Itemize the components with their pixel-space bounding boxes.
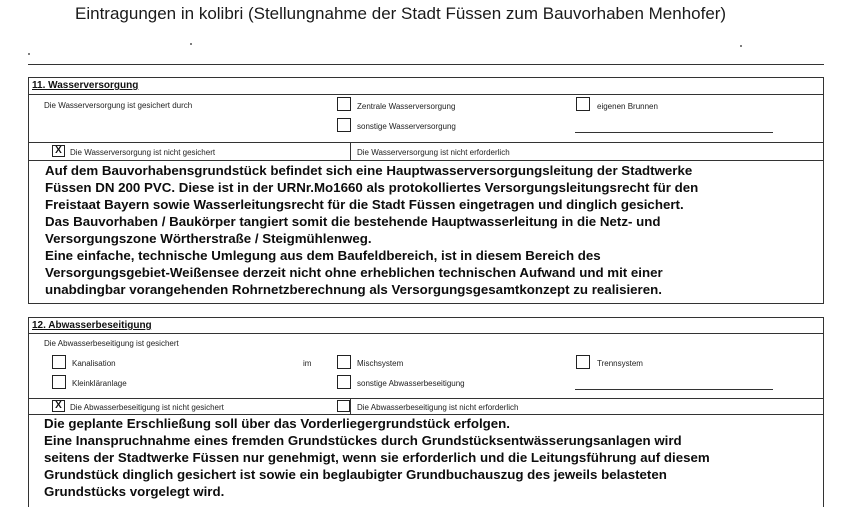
label-other-wastewater: sonstige Abwasserbeseitigung (357, 379, 465, 388)
checkbox-wastewater-not-secured[interactable]: X (52, 400, 65, 412)
label-mixed-system: Mischsystem (357, 359, 404, 368)
section-border-right (823, 317, 824, 507)
comment-line: Auf dem Bauvorhabensgrundstück befindet sich eine Hauptwasserversorgungsleitung der Stadtwerke (45, 163, 693, 178)
checkbox-central-water[interactable] (337, 97, 351, 111)
label-water-not-required: Die Wasserversorgung ist nicht erforderlich (357, 148, 510, 157)
section-border-left (28, 317, 29, 507)
wastewater-comment (44, 415, 710, 500)
comment-line: Eine einfache, technische Umlegung aus dem Baufeldbereich, ist in diesem Bereich des (45, 248, 601, 263)
checkbox-water-not-secured[interactable]: X (52, 145, 65, 157)
label-sewer: Kanalisation (72, 359, 116, 368)
checkbox-other-water[interactable] (337, 118, 351, 132)
checkbox-wastewater-not-required[interactable] (337, 400, 350, 412)
divider (28, 94, 824, 95)
label-small-plant: Kleinkläranlage (72, 379, 127, 388)
section-heading: 12. Abwasserbeseitigung (32, 320, 152, 331)
comment-line: Grundstück dinglich gesichert ist sowie ein beglaubigter Grundbuchauszug des jeweils belasteten (44, 467, 667, 482)
divider (28, 333, 824, 334)
scan-speck (190, 43, 192, 45)
comment-line: Füssen DN 200 PVC. Diese ist in der URNr.Mo1660 als protokolliertes Versorgungsleitungsrecht für den (45, 180, 699, 195)
secured-by-label: Die Wasserversorgung ist gesichert durch (44, 101, 193, 110)
checkbox-own-well[interactable] (576, 97, 590, 111)
label-wastewater-not-secured: Die Abwasserbeseitigung ist nicht gesichert (70, 403, 224, 412)
label-central-water: Zentrale Wasserversorgung (357, 102, 456, 111)
comment-line: unabdingbar vorangehenden Rohrnetzberechnung als Versorgungsgesamtkonzept zu realisieren. (45, 282, 662, 297)
section-heading: 11. Wasserversorgung (32, 80, 139, 91)
scan-speck (28, 53, 30, 55)
label-other-water: sonstige Wasserversorgung (357, 122, 456, 131)
cell-divider (350, 142, 351, 160)
divider (28, 398, 824, 399)
secured-label: Die Abwasserbeseitigung ist gesichert (44, 339, 179, 348)
label-water-not-secured: Die Wasserversorgung ist nicht gesichert (70, 148, 216, 157)
comment-line: Das Bauvorhaben / Baukörper tangiert somit die bestehende Hauptwasserleitung in die Netz- und (45, 214, 661, 229)
checkbox-mixed-system[interactable] (337, 355, 351, 369)
divider (28, 142, 824, 143)
label-own-well: eigenen Brunnen (597, 102, 658, 111)
checkbox-sewer[interactable] (52, 355, 66, 369)
checkbox-small-plant[interactable] (52, 375, 66, 389)
comment-line: Versorgungsgebiet-Weißensee derzeit nicht ohne erheblichen technischen Aufwand und mit einer (45, 265, 663, 280)
divider (28, 317, 824, 318)
comment-line: Die geplante Erschließung soll über das Vorderliegergrundstück erfolgen. (44, 416, 510, 431)
label-wastewater-not-required: Die Abwasserbeseitigung ist nicht erforderlich (357, 403, 519, 412)
comment-line: Eine Inanspruchnahme eines fremden Grundstückes durch Grundstücksentwässerungsanlagen wird (44, 433, 682, 448)
water-comment (45, 162, 698, 298)
cell-divider (350, 398, 351, 414)
divider (28, 77, 824, 78)
divider (28, 303, 824, 304)
label-in: im (303, 359, 312, 368)
comment-line: seitens der Stadtwerke Füssen nur genehmigt, wenn sie erforderlich und die Leitungsführung auf diesem (44, 450, 710, 465)
document-title: Eintragungen in kolibri (Stellungnahme der Stadt Füssen zum Bauvorhaben Menhofer) (75, 4, 727, 23)
divider (28, 64, 824, 65)
scan-speck (740, 45, 742, 47)
comment-line: Freistaat Bayern sowie Wasserleitungsrecht für die Stadt Füssen eingetragen und dinglich gesichert. (45, 197, 684, 212)
write-in-line (575, 132, 773, 133)
label-separate-system: Trennsystem (597, 359, 643, 368)
checkbox-other-wastewater[interactable] (337, 375, 351, 389)
checkbox-separate-system[interactable] (576, 355, 590, 369)
section-border-left (28, 77, 29, 303)
comment-line: Grundstücks vorgelegt wird. (44, 484, 225, 499)
write-in-line (575, 389, 773, 390)
divider (28, 160, 824, 161)
comment-line: Versorgungszone Wörtherstraße / Steigmühlenweg. (45, 231, 372, 246)
section-border-right (823, 77, 824, 303)
